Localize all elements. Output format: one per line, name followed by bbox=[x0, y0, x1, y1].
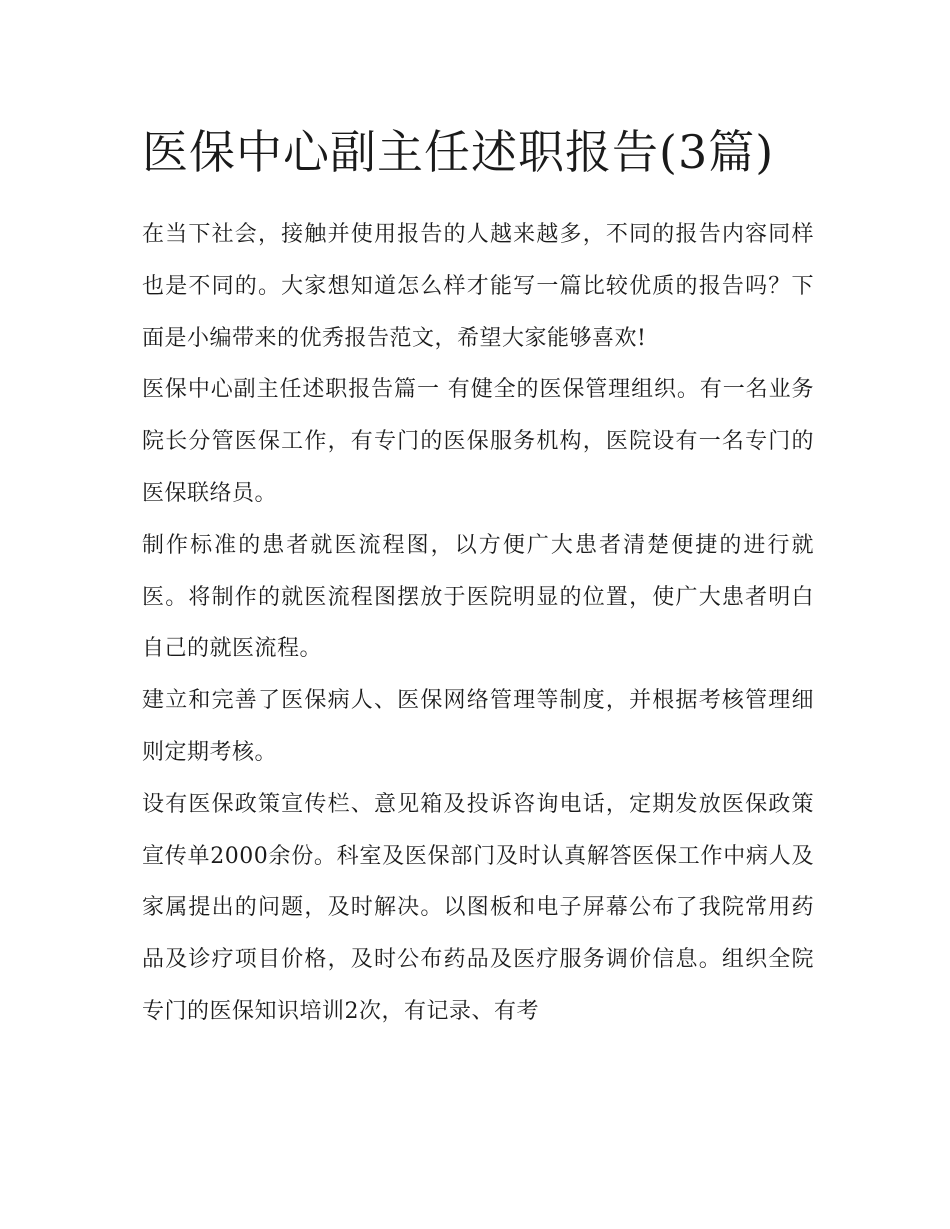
paragraph-organization: 医保中心副主任述职报告篇一 有健全的医保管理组织。有一名业务院长分管医保工作，有专门的医保服务机构，医院设有一名专门的医保联络员。 bbox=[142, 377, 814, 506]
paragraph-intro: 在当下社会，接触并使用报告的人越来越多，不同的报告内容同样也是不同的。大家想知道怎么样才能写一篇比较优质的报告吗？下面是小编带来的优秀报告范文，希望大家能够喜欢! bbox=[142, 222, 814, 351]
paragraph-publicity: 设有医保政策宣传栏、意见箱及投诉咨询电话，定期发放医保政策宣传单2000余份。科室及医保部门及时认真解答医保工作中病人及家属提出的问题，及时解决。以图板和电子屏幕公布了我院常用药品及诊疗项目价格，及时公布药品及医疗服务调价信息。组织全院专门的医保知识培训2次，有记录、有考 bbox=[142, 791, 814, 1024]
document-title: 医保中心副主任述职报告(3篇) bbox=[142, 125, 775, 179]
paragraph-regulations: 建立和完善了医保病人、医保网络管理等制度，并根据考核管理细则定期考核。 bbox=[142, 688, 814, 765]
paragraph-flowchart: 制作标准的患者就医流程图，以方便广大患者清楚便捷的进行就医。将制作的就医流程图摆放于医院明显的位置，使广大患者明白自己的就医流程。 bbox=[142, 532, 814, 662]
document-page bbox=[142, 115, 814, 1038]
